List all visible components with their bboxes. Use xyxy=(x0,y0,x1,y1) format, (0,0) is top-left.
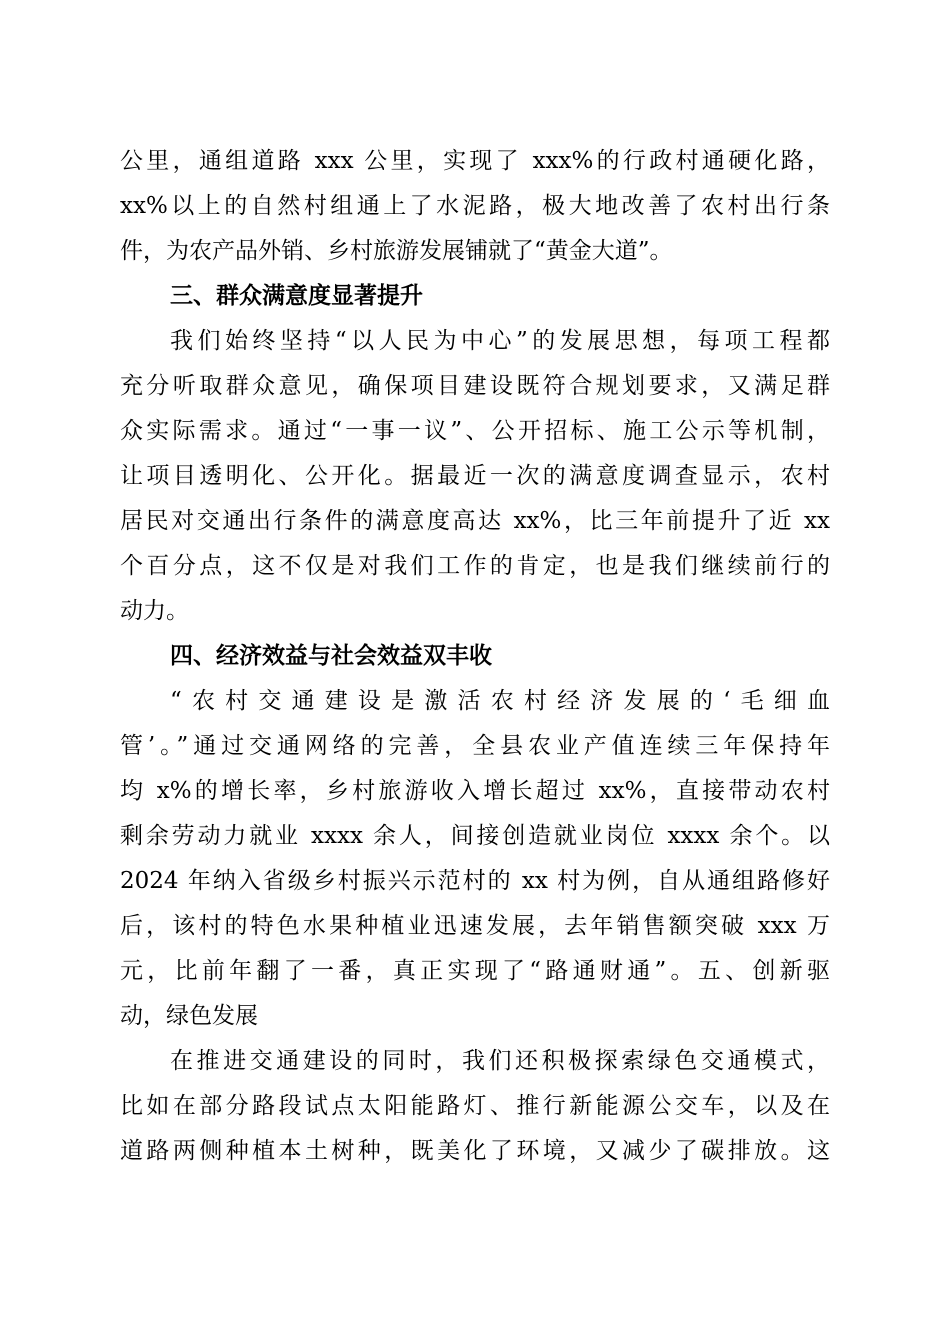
paragraph-line: 公里，通组道路 xxx 公里，实现了 xxx%的行政村通硬化路， xyxy=(120,148,830,174)
paragraph-line: 剩余劳动力就业 xxxx 余人，间接创造就业岗位 xxxx 余个。以 xyxy=(120,823,830,849)
paragraph-line: 动力。 xyxy=(120,598,189,624)
paragraph-line: 管’。”通过交通网络的完善，全县农业产值连续三年保持年 xyxy=(120,733,830,759)
paragraph-line: 充分听取群众意见，确保项目建设既符合规划要求，又满足群 xyxy=(120,373,830,399)
paragraph-line: 在推进交通建设的同时，我们还积极探索绿色交通模式， xyxy=(170,1048,830,1074)
paragraph-line: 个百分点，这不仅是对我们工作的肯定，也是我们继续前行的 xyxy=(120,553,830,579)
section-heading-3: 三、群众满意度显著提升 xyxy=(170,283,423,309)
paragraph-line: 后，该村的特色水果种植业迅速发展，去年销售额突破 xxx 万 xyxy=(120,913,830,939)
paragraph-line: 道路两侧种植本土树种，既美化了环境，又减少了碳排放。这 xyxy=(120,1138,830,1164)
paragraph-line: 2024 年纳入省级乡村振兴示范村的 xx 村为例，自从通组路修好 xyxy=(120,868,830,894)
paragraph-line: 居民对交通出行条件的满意度高达 xx%，比三年前提升了近 xx xyxy=(120,508,830,534)
paragraph-line: “农村交通建设是激活农村经济发展的‘毛细血 xyxy=(170,688,830,714)
paragraph-line: 我们始终坚持“以人民为中心”的发展思想，每项工程都 xyxy=(170,328,830,354)
paragraph-line: 比如在部分路段试点太阳能路灯、推行新能源公交车，以及在 xyxy=(120,1093,830,1119)
paragraph-line: 让项目透明化、公开化。据最近一次的满意度调查显示，农村 xyxy=(120,463,830,489)
paragraph-line: 件，为农产品外销、乡村旅游发展铺就了“黄金大道”。 xyxy=(120,238,673,264)
paragraph-line: 元，比前年翻了一番，真正实现了“路通财通”。五、创新驱 xyxy=(120,958,830,984)
paragraph-line: 动，绿色发展 xyxy=(120,1003,258,1029)
paragraph-line: 均 x%的增长率，乡村旅游收入增长超过 xx%，直接带动农村 xyxy=(120,778,830,804)
section-heading-4: 四、经济效益与社会效益双丰收 xyxy=(170,643,492,669)
paragraph-line: 众实际需求。通过“一事一议”、公开招标、施工公示等机制， xyxy=(120,418,830,444)
paragraph-line: xx%以上的自然村组通上了水泥路，极大地改善了农村出行条 xyxy=(120,193,830,219)
